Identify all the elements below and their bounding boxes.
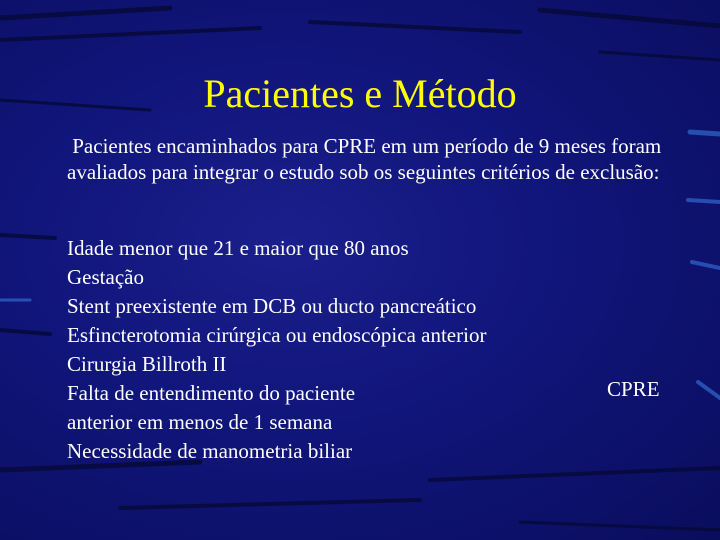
slide-title: Pacientes e Método — [203, 71, 517, 116]
list-item: anterior em menos de 1 semana — [67, 410, 333, 434]
intro-paragraph — [67, 133, 677, 185]
list-item: Esfincterotomia cirúrgica ou endoscópica anterior — [67, 323, 487, 347]
cpre-label: CPRE — [607, 377, 660, 401]
intro-text: Pacientes encaminhados para CPRE em um período de 9 meses foram avaliados para integrar o estudo sob os seguintes critérios de exclusão: — [67, 134, 662, 184]
list-item: Cirurgia Billroth II — [67, 352, 227, 376]
exclusion-criteria-list — [67, 234, 677, 466]
list-item: Stent preexistente em DCB ou ducto pancreático — [67, 294, 477, 318]
list-item: Necessidade de manometria biliar — [67, 439, 353, 463]
list-item: Gestação — [67, 265, 144, 289]
list-item: Falta de entendimento do paciente — [67, 381, 356, 405]
list-item: Idade menor que 21 e maior que 80 anos — [67, 236, 409, 260]
